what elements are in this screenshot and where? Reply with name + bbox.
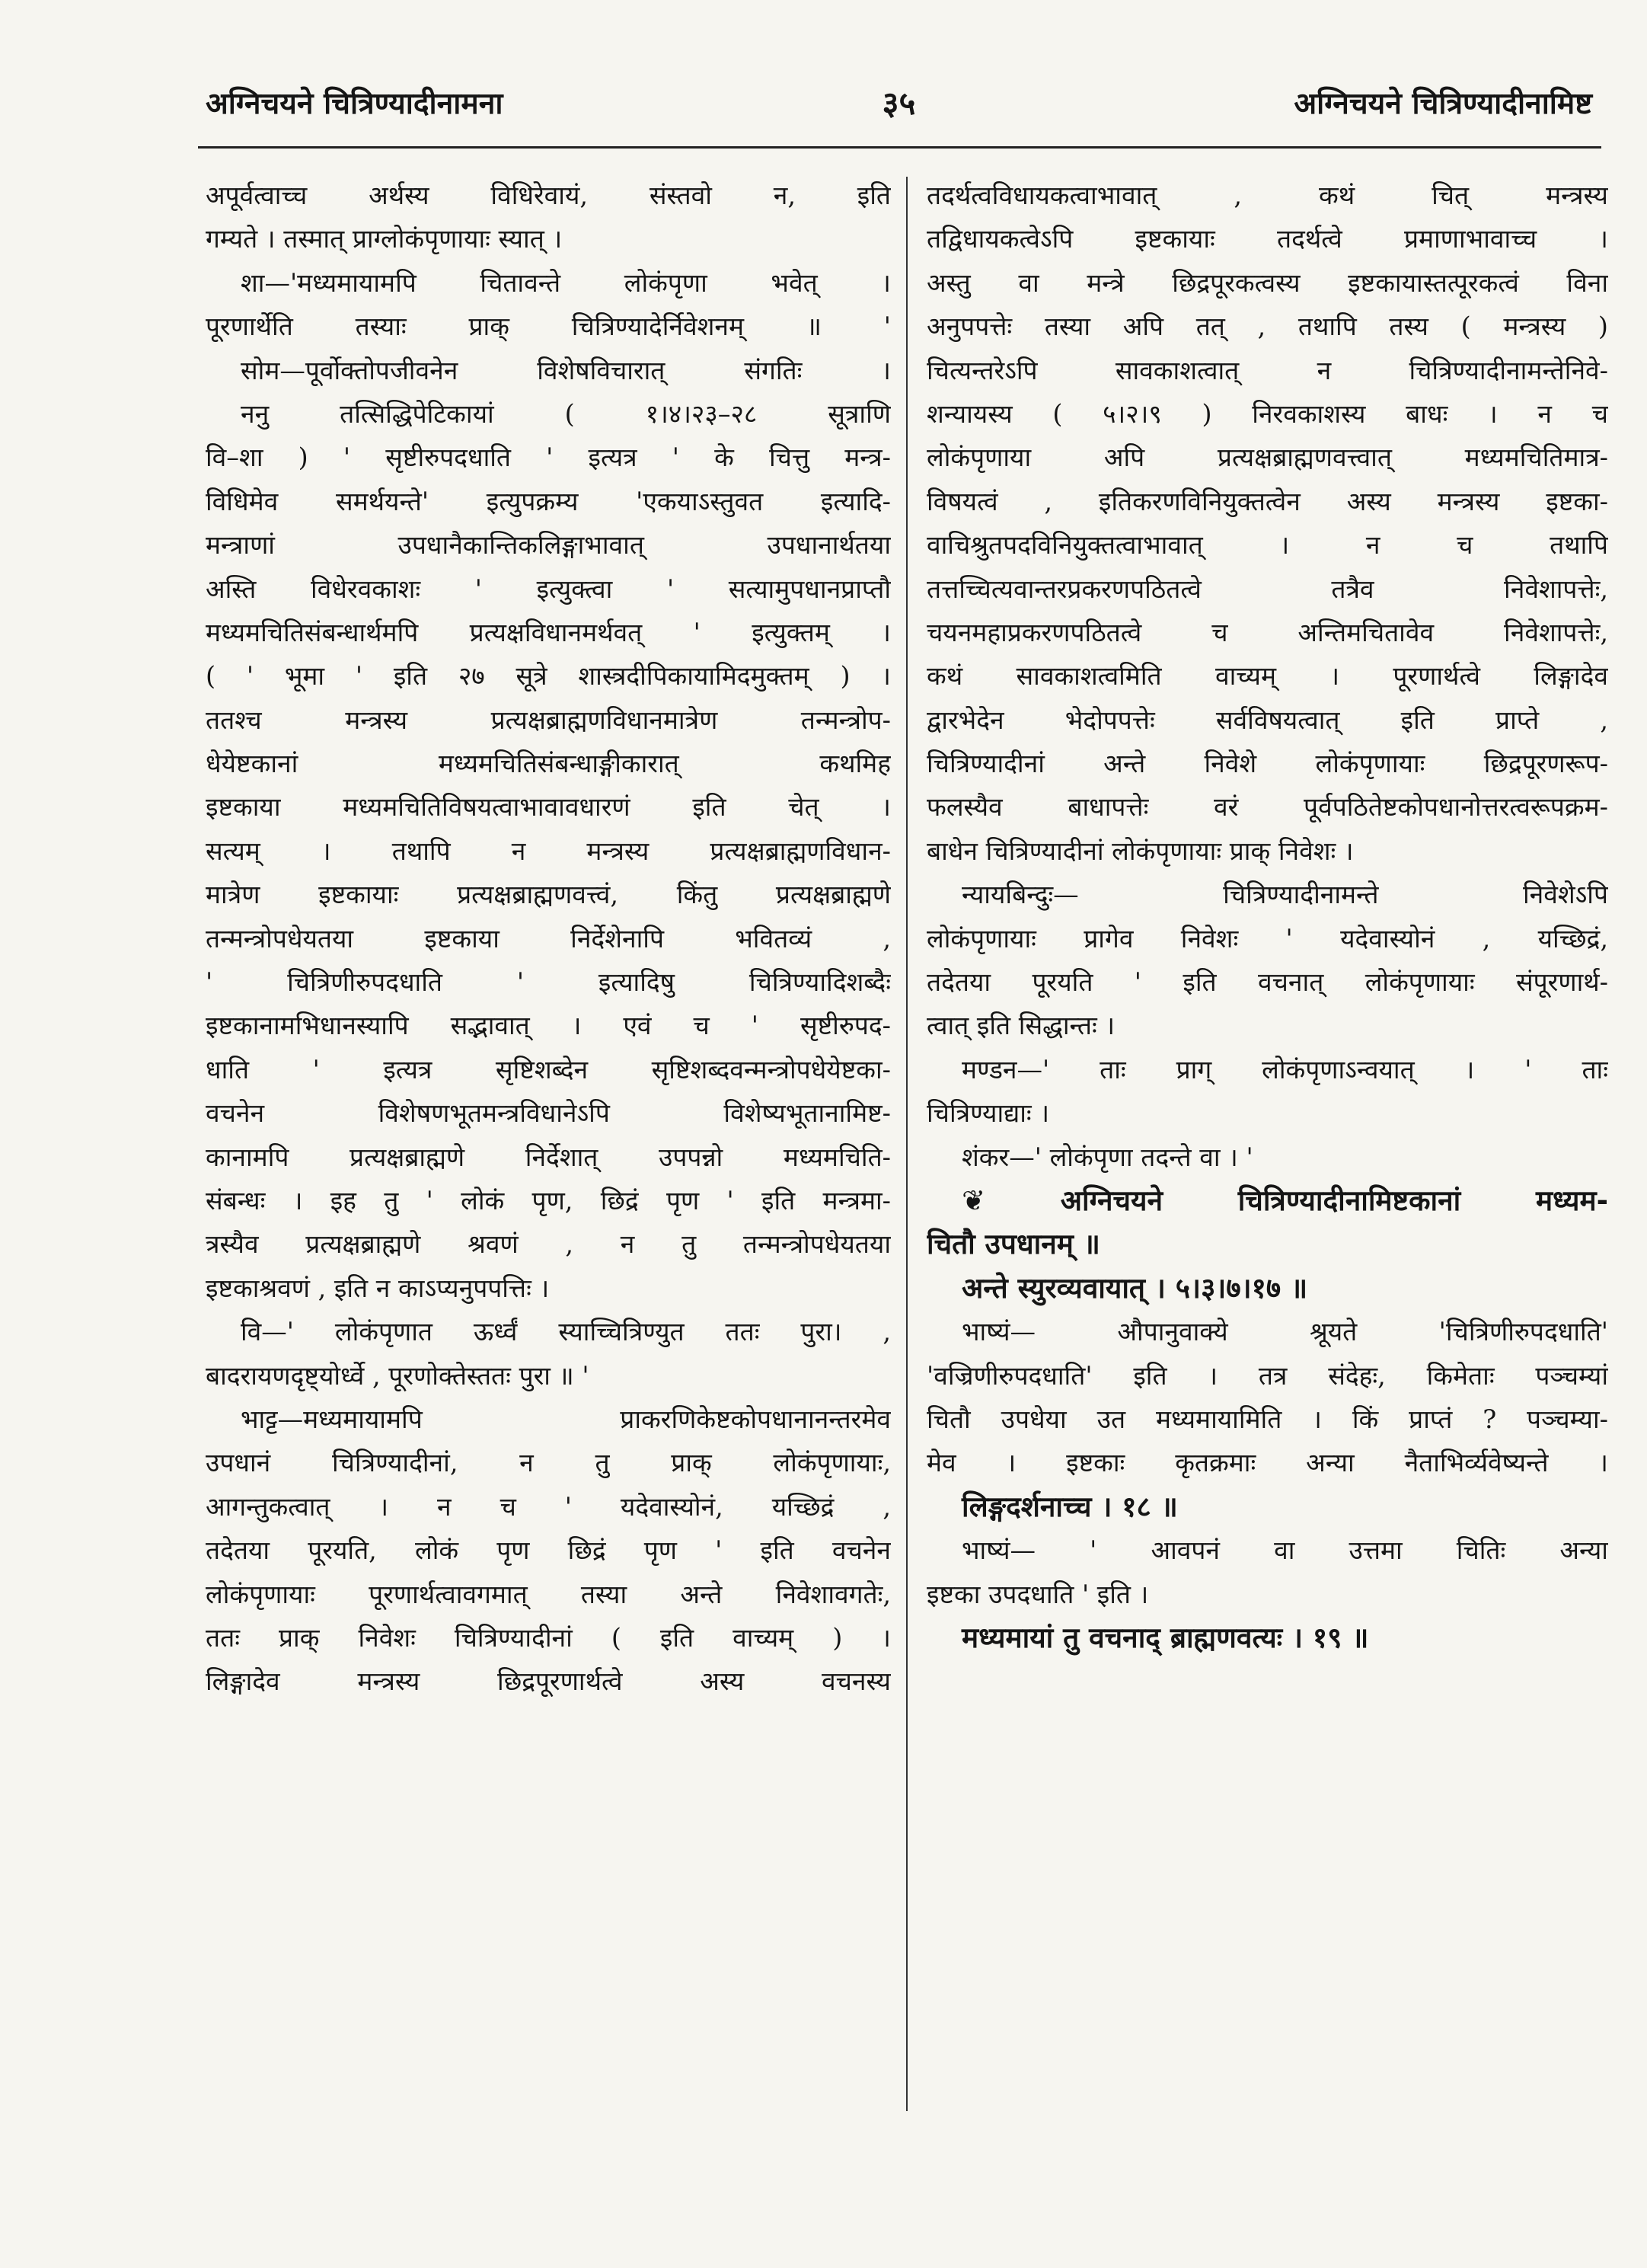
text-line: शन्यायस्य ( ५।२।९ ) निरवकाशस्य बाधः । न च xyxy=(927,398,1608,429)
text-line: ' चित्रिणीरुपदधाति ' इत्यादिषु चित्रिण्यादिशब्दैः xyxy=(206,967,891,998)
text-line: विधिमेव समर्थयन्ते' इत्युपक्रम्य 'एकयाऽस्तुवत इत्यादि- xyxy=(206,486,891,516)
text-line: धेयेष्टकानां मध्यमचितिसंबन्धाङ्गीकारात् कथमिह xyxy=(206,749,891,779)
text-line: अपूर्वत्वाच्च अर्थस्य विधिरेवायं, संस्तवो न, इति xyxy=(206,180,891,210)
text-line: लोकंपृणायाः प्रागेव निवेशः ' यदेवास्योनं , यच्छिद्रं, xyxy=(927,923,1608,954)
text-line: लिङ्गादेव मन्त्रस्य छिद्रपूरणार्थत्वे अस्य वचनस्य xyxy=(206,1666,891,1697)
text-line: चयनमहाप्रकरणपठितत्वे च अन्तिमचितावेव निवेशापत्तेः, xyxy=(927,617,1608,647)
text-line: सत्यम् । तथापि न मन्त्रस्य प्रत्यक्षब्राह्मणविधान- xyxy=(206,835,891,866)
text-line: शंकर—' लोकंपृणा तदन्ते वा । ' xyxy=(962,1142,1253,1172)
text-line: अस्तु वा मन्त्रे छिद्रपूरकत्वस्य इष्टकायास्तत्पूरकत्वं विना xyxy=(927,267,1608,298)
text-line: मन्त्राणां उपधानैकान्तिकलिङ्गाभावात् उपधानार्थतया xyxy=(206,530,891,561)
text-line: अनुपपत्तेः तस्या अपि तत् , तथापि तस्य ( मन्त्रस्य ) xyxy=(927,311,1608,342)
text-line: न्यायबिन्दुः— चित्रिण्यादीनामन्ते निवेशेऽपि xyxy=(962,880,1608,910)
left-column xyxy=(206,174,891,1704)
text-line: लोकंपृणाया अपि प्रत्यक्षब्राह्मणवत्त्वात् मध्यमचितिमात्र- xyxy=(927,442,1608,473)
page-number: ३५ xyxy=(882,85,916,122)
text-line: मात्रेण इष्टकायाः प्रत्यक्षब्राह्मणवत्त्वं, किंतु प्रत्यक्षब्राह्मणे xyxy=(206,880,891,910)
text-line: शा—'मध्यमायामपि चितावन्ते लोकंपृणा भवेत् । xyxy=(241,267,891,298)
text-line: बाधेन चित्रिण्यादीनां लोकंपृणायाः प्राक् निवेशः । xyxy=(927,835,1354,866)
text-line: बादरायणदृष्ट्योर्ध्वे , पूरणोक्तेस्ततः पुरा ॥ ' xyxy=(206,1360,589,1391)
text-line: वि—' लोकंपृणात ऊर्ध्वं स्याच्चित्रिण्युत ततः पुरा। , xyxy=(241,1317,891,1347)
text-line: भाष्यं— ' आवपनं वा उत्तमा चितिः अन्या xyxy=(962,1535,1608,1566)
text-line: उपधानं चित्रिण्यादीनां, न तु प्राक् लोकंपृणायाः, xyxy=(206,1448,891,1478)
text-line: कानामपि प्रत्यक्षब्राह्मणे निर्देशात् उपपन्नो मध्यमचिति- xyxy=(206,1142,891,1172)
text-line: वाचिश्रुतपदविनियुक्तत्वाभावात् । न च तथापि xyxy=(927,530,1608,561)
text-line: त्वात् इति सिद्धान्तः । xyxy=(927,1011,1116,1041)
page-header xyxy=(206,76,1592,129)
text-line: इष्टका उपदधाति ' इति । xyxy=(927,1579,1149,1609)
section-ornament-icon: ❦ xyxy=(962,1184,1061,1217)
text-line: तदेतया पूरयति, लोकं पृण छिद्रं पृण ' इति वचनेन xyxy=(206,1535,891,1566)
text-line: लोकंपृणायाः पूरणार्थत्वावगमात् तस्या अन्ते निवेशावगतेः, xyxy=(206,1579,891,1609)
section-heading xyxy=(927,1179,1608,1222)
text-line: ननु तत्सिद्धिपेटिकायां ( १।४।२३–२८ सूत्राणि xyxy=(241,398,891,429)
text-line: अस्ति विधेरवकाशः ' इत्युक्त्वा ' सत्यामुपधानप्राप्तौ xyxy=(206,573,891,604)
text-line: त्रस्यैव प्रत्यक्षब्राह्मणे श्रवणं , न तु तन्मन्त्रोपधेयतया xyxy=(206,1229,891,1260)
text-line: भाट्ट—मध्यमायामपि प्राकरणिकेष्टकोपधानानन्तरमेव xyxy=(241,1404,891,1434)
text-line: इष्टकाया मध्यमचितिविषयत्वाभावावधारणं इति चेत् । xyxy=(206,792,891,823)
running-head-right: अग्निचयने चित्रिण्यादीनामिष्ट xyxy=(1294,87,1592,121)
section-heading-text: अग्निचयने चित्रिण्यादीनामिष्टकानां मध्यम- xyxy=(1060,1184,1608,1217)
text-line: धाति ' इत्यत्र सृष्टिशब्देन सृष्टिशब्दवन्मन्त्रोपधेयेष्टका- xyxy=(206,1054,891,1084)
text-line: आगन्तुकत्वात् । न च ' यदेवास्योनं, यच्छिद्रं , xyxy=(206,1491,891,1522)
text-line: मध्यमचितिसंबन्धार्थमपि प्रत्यक्षविधानमर्थवत् ' इत्युक्तम् । xyxy=(206,617,891,647)
sutra-line: अन्ते स्युरव्यवायात् । ५।३।७।१७ ॥ xyxy=(962,1271,1308,1305)
text-line: मण्डन—' ताः प्राग् लोकंपृणाऽन्वयात् । ' ताः xyxy=(962,1054,1608,1084)
text-line: तद्विधायकत्वेऽपि इष्टकायाः तदर्थत्वे प्रमाणाभावाच्च । xyxy=(927,224,1608,254)
text-line: फलस्यैव बाधापत्तेः वरं पूर्वपठितेष्टकोपधानोत्तरत्वरूपक्रम- xyxy=(927,792,1608,823)
text-line: चित्यन्तरेऽपि सावकाशत्वात् न चित्रिण्यादीनामन्तेनिवे- xyxy=(927,355,1608,385)
text-line: भाष्यं— औपानुवाक्ये श्रूयते 'चित्रिणीरुपदधाति' xyxy=(962,1317,1608,1347)
text-line: चित्रिण्यादीनां अन्ते निवेशे लोकंपृणायाः छिद्रपूरणरूप- xyxy=(927,749,1608,779)
column-divider xyxy=(906,177,908,2111)
text-line: गम्यते । तस्मात् प्राग्लोकंपृणायाः स्यात् । xyxy=(206,224,563,254)
text-line: तदर्थत्वविधायकत्वाभावात् , कथं चित् मन्त्रस्य xyxy=(927,180,1608,210)
text-line: चित्रिण्याद्याः । xyxy=(927,1098,1050,1129)
text-line: सोम—पूर्वोक्तोपजीवनेन विशेषविचारात् संगतिः । xyxy=(241,355,891,385)
header-rule xyxy=(198,146,1601,149)
sutra-line: मध्यमायां तु वचनाद् ब्राह्मणवत्यः । १९ ॥ xyxy=(962,1621,1369,1654)
section-heading: चितौ उपधानम् ॥ xyxy=(927,1228,1100,1261)
text-line: इष्टकानामभिधानस्यापि सद्भावात् । एवं च ' सृष्टीरुपद- xyxy=(206,1011,891,1041)
sutra-line: लिङ्गदर्शनाच्च । १८ ॥ xyxy=(962,1490,1178,1523)
text-line: पूरणार्थेति तस्याः प्राक् चित्रिण्यादेर्निवेशनम् ॥ ' xyxy=(206,311,891,342)
text-line: इष्टकाश्रवणं , इति न काऽप्यनुपपत्तिः । xyxy=(206,1273,550,1303)
text-line: ततः प्राक् निवेशः चित्रिण्यादीनां ( इति वाच्यम् ) । xyxy=(206,1622,891,1653)
text-line: विषयत्वं , इतिकरणविनियुक्तत्वेन अस्य मन्त्रस्य इष्टका- xyxy=(927,486,1608,516)
text-line: संबन्धः । इह तु ' लोकं पृण, छिद्रं पृण ' इति मन्त्रमा- xyxy=(206,1185,891,1215)
text-line: मेव । इष्टकाः कृतक्रमाः अन्या नैताभिर्व्यवेष्यन्ते । xyxy=(927,1448,1608,1478)
text-line: चितौ उपधेया उत मध्यमायामिति । किं प्राप्तं ? पञ्चम्या- xyxy=(927,1404,1608,1434)
text-line: वचनेन विशेषणभूतमन्त्रविधानेऽपि विशेष्यभूतानामिष्ट- xyxy=(206,1098,891,1129)
right-column xyxy=(927,174,1608,1659)
running-head-left: अग्निचयने चित्रिण्यादीनामना xyxy=(206,87,503,121)
text-line: द्वारभेदेन भेदोपपत्तेः सर्वविषयत्वात् इति प्राप्ते , xyxy=(927,704,1608,735)
text-line: ततश्च मन्त्रस्य प्रत्यक्षब्राह्मणविधानमात्रेण तन्मन्त्रोप- xyxy=(206,704,891,735)
text-line: 'वज्रिणीरुपदधाति' इति । तत्र संदेहः, किमेताः पञ्चम्यां xyxy=(927,1360,1608,1391)
text-line: तदेतया पूरयति ' इति वचनात् लोकंपृणायाः संपूरणार्थ- xyxy=(927,967,1608,998)
text-line: कथं सावकाशत्वमिति वाच्यम् । पूरणार्थत्वे लिङ्गादेव xyxy=(927,661,1608,692)
text-line: तन्मन्त्रोपधेयतया इष्टकाया निर्देशेनापि भवितव्यं , xyxy=(206,923,891,954)
text-line: वि–शा ) ' सृष्टीरुपदधाति ' इत्यत्र ' के चित्तु मन्त्र- xyxy=(206,442,891,473)
text-line: ( ' भूमा ' इति २७ सूत्रे शास्त्रदीपिकायामिदमुक्तम् ) । xyxy=(206,661,891,692)
text-line: तत्तच्चित्यवान्तरप्रकरणपठितत्वे तत्रैव निवेशापत्तेः, xyxy=(927,573,1608,604)
